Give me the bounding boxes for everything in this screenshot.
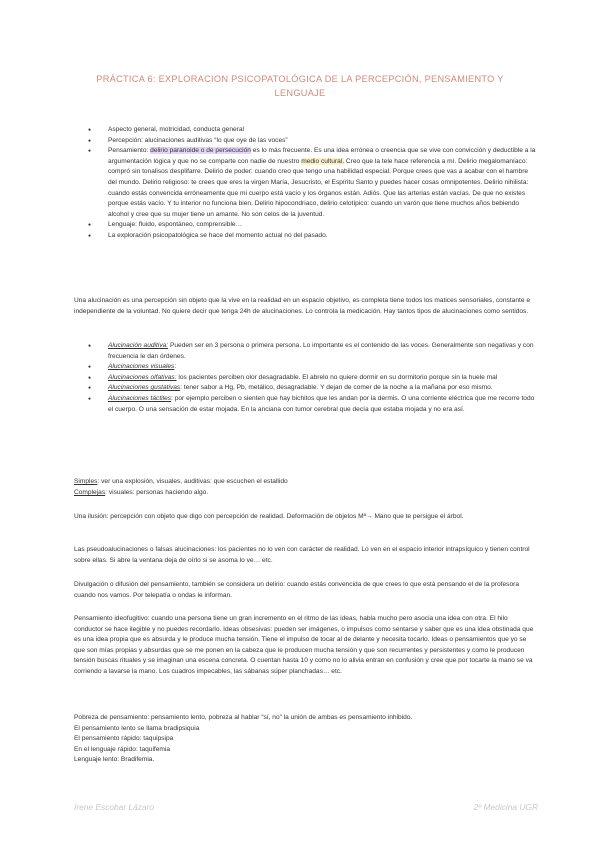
paragraph-divulgacion: Divulgación o difusión del pensamiento, también se considera un delirio: cuando estás convencida de que crees lo que está pensando el de la profesora cuando nos vamos. Por telepatía o ondas le informan.	[74, 581, 520, 599]
bullet-text: :	[174, 363, 177, 371]
list-item	[88, 383, 536, 394]
paragraph-text: El pensamiento rápido: taquipsipa	[74, 735, 174, 743]
paragraph-text: : ver una explosión, visuales, auditivas: que escuchen el estallido	[97, 478, 288, 485]
paragraph-text: El pensamiento lento se llama bradipsiquia	[74, 724, 200, 732]
highlighted-text: medio cultural.	[301, 157, 345, 165]
list-item	[88, 146, 536, 220]
paragraph-text: En el lenguaje rápido: taquifemia	[74, 745, 171, 753]
bullet-text: Creo que la tele hace referencia a mí. Delirio megalomaníaco: compró sin tonalisos desplifarre. Delirio de poder: cuando creo que tengo una habilidad especial. Porque crees que vas a acabar con el hambre del mundo. Delirio religioso: te crees que eres la virgen María, Jesucristo, el Espíritu Santo y puedes hacer cosas omnipotentes. Delirio nihilista: cuando estás convencida erróneamente que mi cuerpo está vacío y los órganos están. Adiós. Que las arterias están vacías. De que no existes porque estás vacío. Y tu interior no funciona bien. Delirio hipocondriaco, delirio celotípico: cuando un varón que tiene muchos años bebiendo alcohol y cree que su mujer tiene un amante. No son celos de la juventud.	[108, 157, 529, 218]
paragraph-ilusion: Una ilusión: percepción con objeto que digo con percepción de realidad. Deformación de objetos Mª→ Mano que te persigue el árbol.	[74, 513, 464, 520]
bullet-text: Percepción: alucinaciones auditivas “lo que oye de las voces”	[108, 136, 288, 144]
exploration-bullet-list	[88, 125, 536, 242]
paragraph-alucinacion: Una alucinación es una percepción sin objeto que la vive en la realidad en un espacio objetivo, es completa tiene todos los matices sensoriales, constante e independiente de la voluntad. No quiere decir que tenga 24h de alucinaciones. Lo controla la medicación. Hay tantos tipos de alucinaciones como sentidos.	[74, 297, 530, 315]
term-label: Alucinaciones gustativas	[108, 384, 181, 392]
term-label: Alucinaciones táctiles	[108, 394, 172, 402]
bullet-text: : tener sabor a Hg, Pb, metálico, desagradable. Y dejan de comer de la noche a la mañana por eso mismo.	[180, 384, 493, 392]
paragraph-ideofugitivo: Pensamiento ideofugitivo: cuando una persona tiene un gran incremento en el ritmo de las ideas, habla mucho pero asocia una idea con otra. El hilo conductor se hace ilegible y no puedes recordarlo. Ideas obsesivas: pueden ser imágenes, o impulsos como sentarse y saber que es una idea obstinada que es una idea propia que es absurda y le produce mucha tensión. Tiene el impulso de tocar al de delante y necesita tocarlo. Ideas o pensamientos que yo se que son mías propias y absurdas que se me ponen en la cabeza que le producen mucha tensión y que son recurrentes y persistentes y como le producen tensión buscas rituales y se imaginan una escena concreta. O cuentan hasta 10 y como no lo alivia entran en confusión y cree que por tocarte la mano se va corriendo a lavarse la mano. Los cuadros impecables, las sábanas súper planchadas… etc.	[74, 615, 534, 675]
list-item	[88, 341, 536, 362]
list-item	[88, 231, 536, 242]
list-item	[88, 373, 536, 384]
list-item	[88, 220, 536, 231]
list-item	[88, 136, 536, 147]
list-item	[88, 394, 536, 415]
list-item	[88, 125, 536, 136]
bullet-text: Lenguaje: fluido, espontáneo, comprensible…	[108, 221, 243, 229]
complejas-line	[74, 488, 534, 499]
term-label: Alucinaciones olfativas:	[108, 373, 177, 381]
term-label: Alucinaciones visuales	[108, 363, 175, 371]
page-title: PRÁCTICA 6: EXPLORACION PSICOPATOLÓGICA DE LA PERCEPCIÓN, PENSAMIENTO Y LENGUAJE	[96, 74, 504, 98]
simples-line	[74, 477, 534, 488]
highlighted-text: delirio paranoide o de persecución	[150, 147, 251, 155]
bullet-text: : por ejemplo perciben o sienten que hay bichitos que les andan por la dermis. O una corriente eléctrica que me recorre todo el cuerpo. O una sensación de estar mojada. En la anciana con tumor cerebral que decía que estaba mojada y no era así.	[108, 394, 535, 413]
paragraph-pseudoalucinaciones: Las pseudoalucinaciones o falsas alucinaciones: los pacientes no lo ven con carácter de realidad. Lo ven en el espacio interior intrapsíquico y tienen control sobre ellas. Si abre la ventana deja de oírlo si se asoma lo ve… etc.	[74, 546, 530, 564]
bullet-text: es lo más frecuente. Es una idea errónea o creencia que se vive con convicción y deductible a la argumentación lógica y que no se comparte con nadie de nuestro	[108, 147, 536, 165]
term-label: Alucinación auditiva:	[108, 342, 169, 349]
bullet-text: Pueden ser en 3 persona o primera persona. Lo importante es el contenido de las voces. Generalmente son negativas y con frecuencia le dan órdenes.	[108, 342, 534, 360]
footer-course: 2º Medicina UGR	[473, 802, 538, 812]
term-label: Complejas	[74, 489, 106, 496]
paragraph-text: Lenguaje lento: Bradifemia.	[74, 756, 155, 764]
footer-author: Irene Escobar Lázaro	[74, 802, 155, 812]
bullet-text: La exploración psicopatológica se hace del momento actual no del pasado.	[108, 231, 328, 239]
bullet-text: los pacientes perciben olor desagradable. El abrelo no quiere dormir en su dormitorio porque sin la huele mal	[176, 373, 498, 381]
term-label: Simples	[74, 478, 98, 485]
bullet-text: Aspecto general, motricidad, conducta general	[108, 126, 244, 133]
bullet-text: Pensamiento:	[108, 147, 151, 155]
pobreza-block	[74, 713, 534, 766]
hallucination-types-list	[88, 341, 536, 415]
paragraph-text: Pobreza de pensamiento: pensamiento lento, pobreza al hablar “sí, no” la unión de ambas es pensamiento inhibido.	[74, 714, 413, 721]
paragraph-text: : visuales: personas haciendo algo.	[105, 489, 209, 496]
list-item	[88, 362, 536, 373]
